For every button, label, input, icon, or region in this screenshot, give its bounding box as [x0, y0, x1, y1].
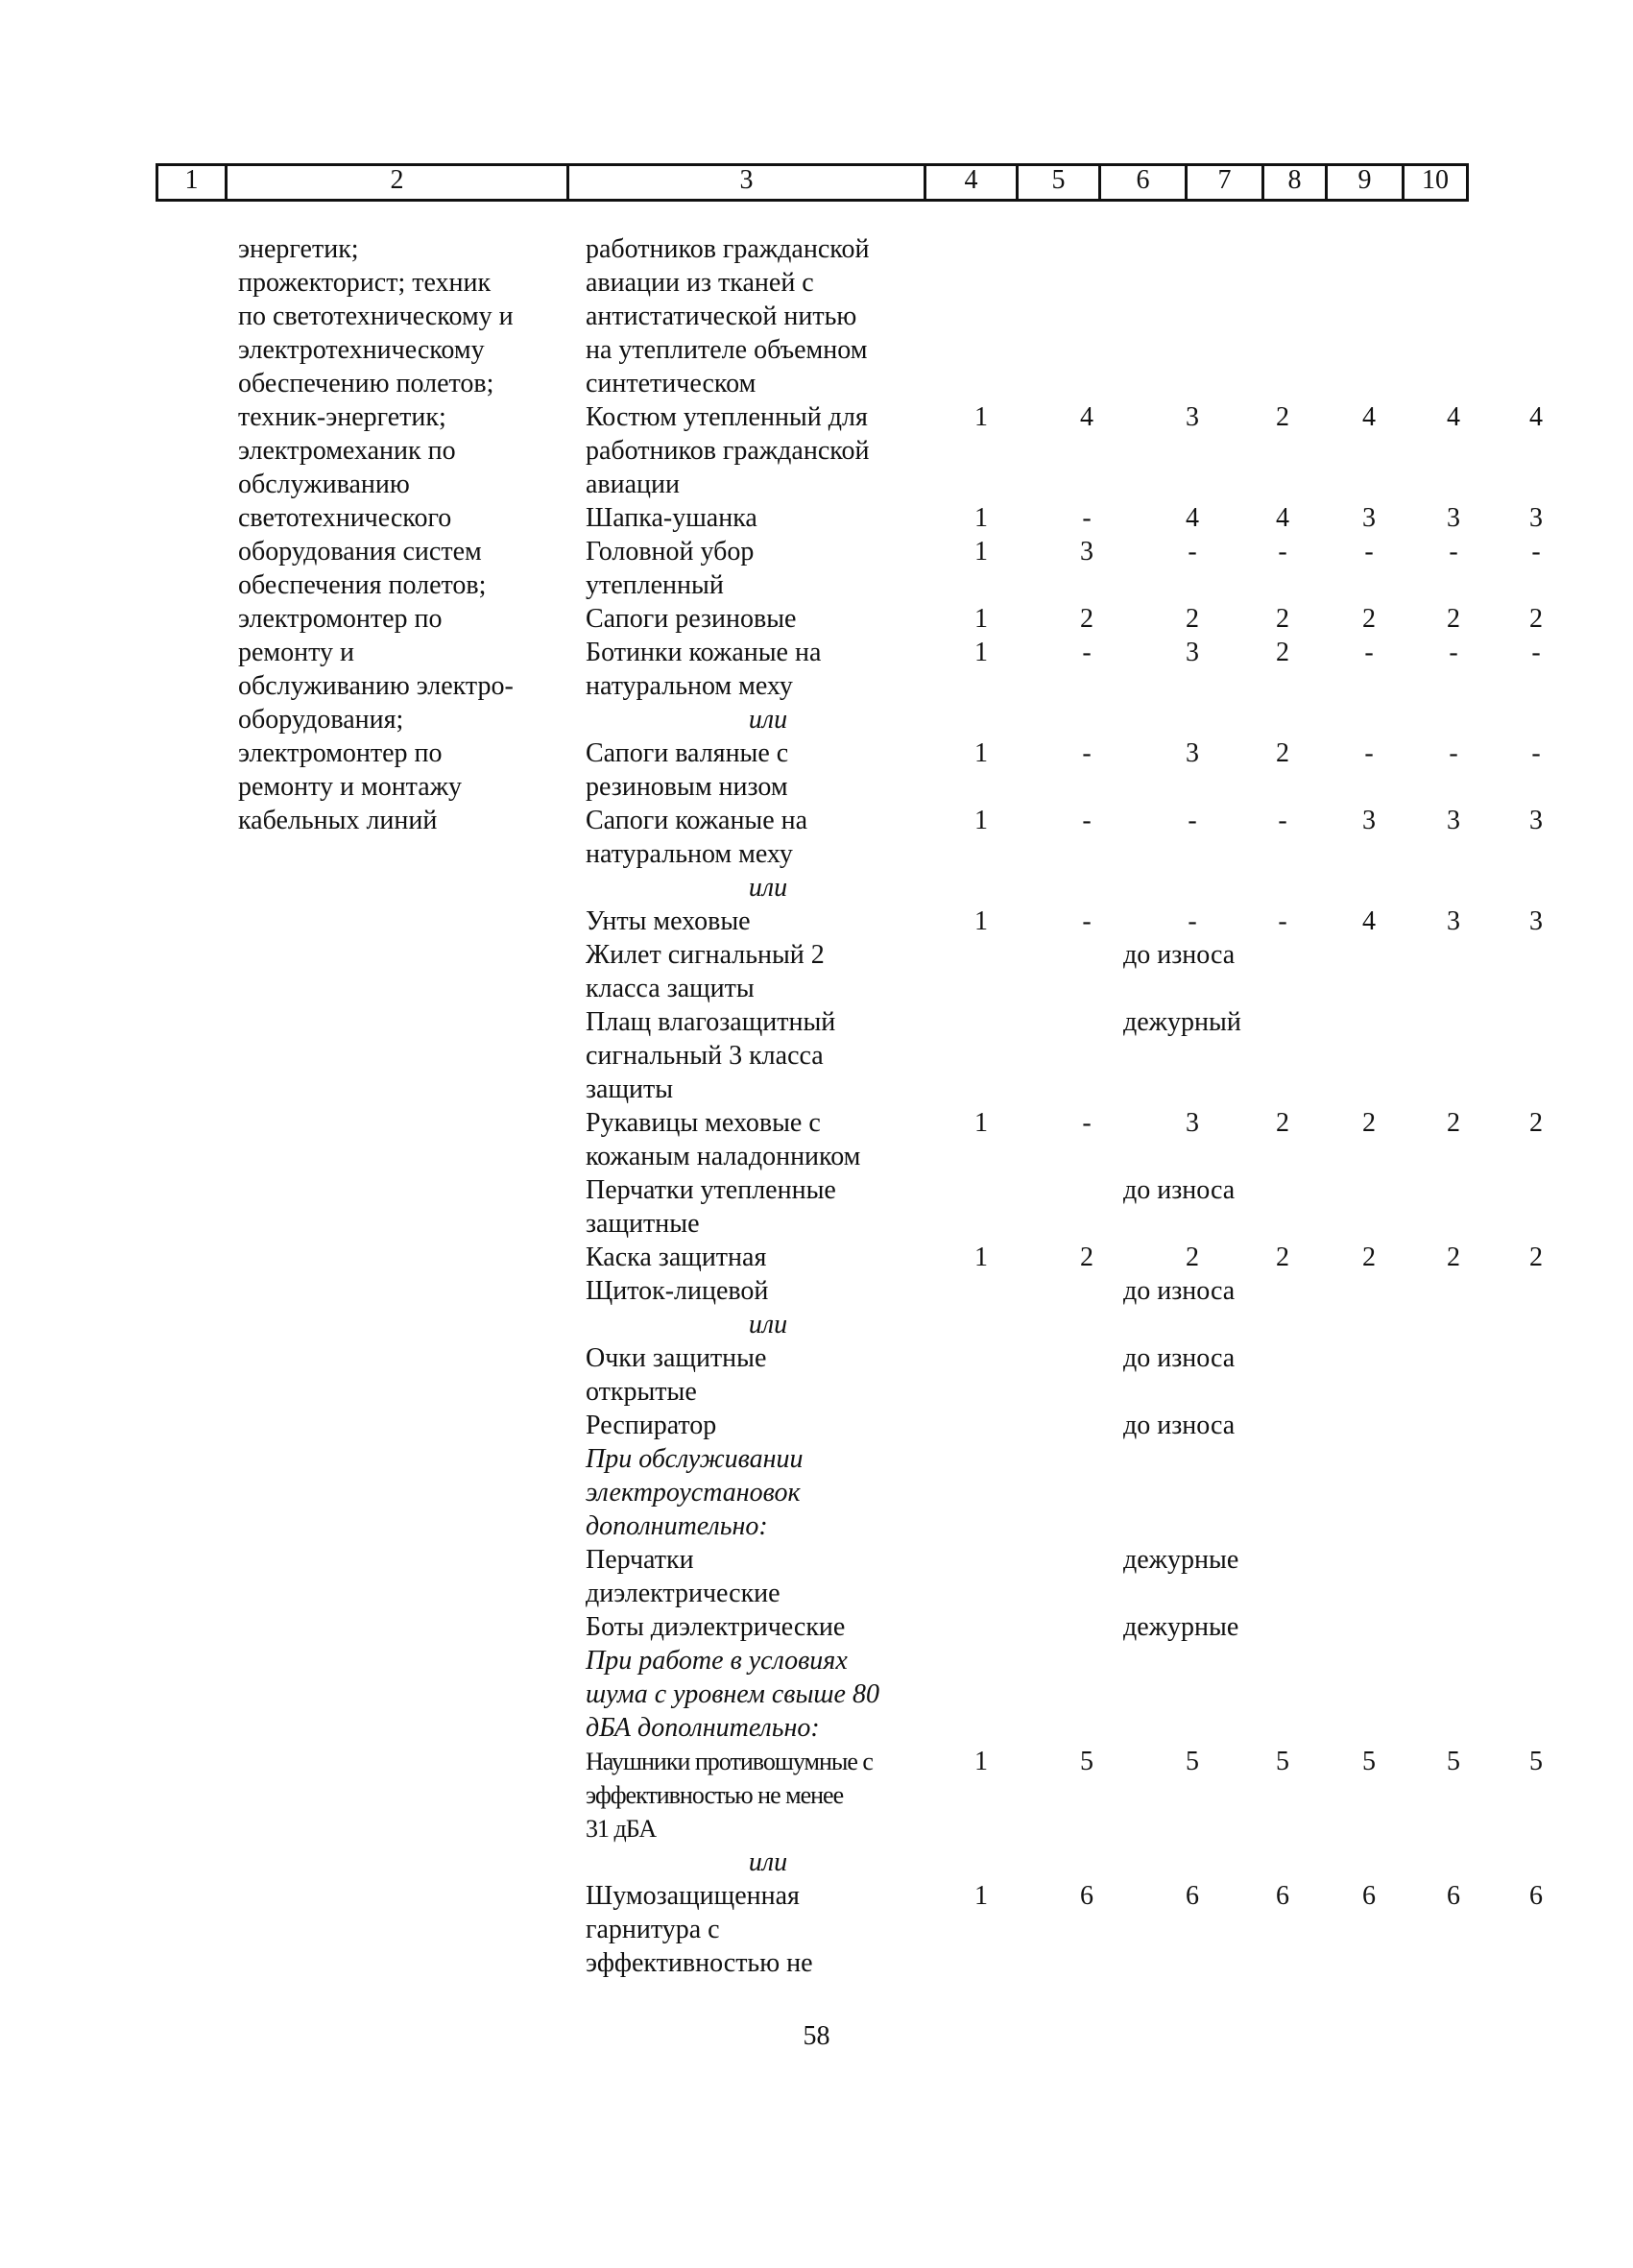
value-col-6: 2	[1186, 604, 1199, 634]
profession-line: техник-энергетик;	[238, 402, 446, 432]
item-name-line: Перчатки утепленные	[586, 1175, 836, 1205]
item-name	[576, 1005, 950, 1106]
item-name	[576, 1610, 950, 1644]
item-name-line: Перчатки	[586, 1545, 694, 1575]
profession-line: кабельных линий	[238, 806, 438, 835]
profession-line: электромонтер по	[238, 604, 443, 634]
value-col-4: 1	[974, 1243, 988, 1272]
profession-line: обслуживанию электро-	[238, 671, 514, 701]
value-col-4: 1	[974, 738, 988, 768]
item-row	[576, 535, 1567, 602]
header-cell-5: 5	[1016, 166, 1098, 199]
column-number-header	[156, 163, 1469, 202]
item-name-line: электроустановок	[586, 1478, 801, 1508]
value-col-6: 3	[1186, 402, 1199, 432]
header-cell-7: 7	[1185, 166, 1261, 199]
profession-line: обеспечению полетов;	[238, 369, 494, 398]
item-name	[576, 1308, 950, 1341]
value-col-4: 1	[974, 806, 988, 835]
page-number: 58	[803, 2021, 830, 2051]
wear-period-note: до износа	[1123, 1411, 1236, 1440]
value-col-6: 4	[1186, 503, 1199, 533]
item-row	[576, 736, 1567, 804]
value-col-10: 2	[1529, 1243, 1543, 1272]
item-name	[576, 1241, 950, 1274]
item-name-line: Рукавицы меховые с	[586, 1108, 821, 1138]
value-col-5: 6	[1080, 1881, 1093, 1911]
item-row	[576, 1644, 1567, 1745]
value-col-8: -	[1364, 638, 1374, 667]
value-col-7: 2	[1276, 1243, 1289, 1272]
item-name-line: на утеплителе объемном	[586, 335, 868, 365]
header-cell-2: 2	[225, 166, 566, 199]
item-name-line: Ботинки кожаные на	[586, 638, 822, 667]
item-name-line: эффективностью не менее	[586, 1781, 844, 1809]
value-col-6: 2	[1186, 1243, 1199, 1272]
item-name-line: Унты меховые	[586, 906, 751, 936]
value-col-5: -	[1082, 806, 1092, 835]
value-col-9: 3	[1447, 906, 1460, 936]
item-row	[576, 400, 1567, 501]
item-name-line: авиации	[586, 470, 681, 499]
item-row	[576, 1106, 1567, 1173]
item-name	[576, 1173, 950, 1241]
value-col-8: 5	[1362, 1747, 1376, 1776]
profession-column	[0, 232, 576, 837]
value-col-7: 4	[1276, 503, 1289, 533]
wear-period-note: дежурный	[1123, 1007, 1241, 1037]
item-name	[576, 1879, 950, 1980]
item-name-line: защиты	[586, 1074, 674, 1104]
item-name-line: гарнитура с	[586, 1915, 720, 1944]
profession-line: по светотехническому и	[238, 302, 514, 331]
item-row	[576, 1442, 1567, 1543]
value-col-7: 2	[1276, 402, 1289, 432]
item-name-line: утепленный	[586, 570, 724, 600]
value-col-6: -	[1188, 906, 1197, 936]
item-name-line: защитные	[586, 1209, 700, 1239]
value-col-9: -	[1449, 738, 1458, 768]
value-col-10: 4	[1529, 402, 1543, 432]
item-name-line: или	[748, 705, 788, 735]
profession-line: оборудования;	[238, 705, 404, 735]
item-name	[576, 1644, 950, 1745]
item-name-line: Щиток-лицевой	[586, 1276, 769, 1306]
value-col-5: 2	[1080, 604, 1093, 634]
value-col-10: 6	[1529, 1881, 1543, 1911]
item-name-line: натуральном меху	[586, 671, 793, 701]
item-name	[576, 1106, 950, 1173]
header-cell-3: 3	[566, 166, 924, 199]
item-name-line: или	[748, 1310, 788, 1339]
wear-period-note: до износа	[1123, 1276, 1236, 1306]
header-cell-1: 1	[156, 166, 225, 199]
item-name-line: Респиратор	[586, 1411, 717, 1440]
item-row	[576, 1005, 1567, 1106]
value-col-4: 1	[974, 638, 988, 667]
item-row	[576, 1341, 1567, 1409]
value-col-9: 4	[1447, 402, 1460, 432]
item-row	[576, 1274, 1567, 1308]
item-name	[576, 871, 950, 905]
item-name-line: сигнальный 3 класса	[586, 1041, 824, 1071]
value-col-8: 2	[1362, 1108, 1376, 1138]
item-name-line: резиновым низом	[586, 772, 788, 802]
value-col-7: 5	[1276, 1747, 1289, 1776]
header-cell-10: 10	[1402, 166, 1469, 199]
value-col-8: 3	[1362, 806, 1376, 835]
profession-line: ремонту и монтажу	[238, 772, 463, 802]
profession-line: прожекторист; техник	[238, 268, 492, 298]
value-col-8: 2	[1362, 1243, 1376, 1272]
value-col-4: 1	[974, 604, 988, 634]
item-name-line: Наушники противошумные с	[586, 1748, 873, 1775]
value-col-6: 3	[1186, 638, 1199, 667]
value-col-6: 3	[1186, 1108, 1199, 1138]
wear-period-note: до износа	[1123, 1343, 1236, 1373]
value-col-7: 2	[1276, 1108, 1289, 1138]
item-row	[576, 1879, 1567, 1980]
item-name-line: или	[748, 873, 788, 903]
value-col-9: 2	[1447, 604, 1460, 634]
item-name	[576, 1409, 950, 1442]
value-col-5: 4	[1080, 402, 1093, 432]
item-row	[576, 1610, 1567, 1644]
item-name-line: кожаным наладонником	[586, 1142, 861, 1171]
value-col-4: 1	[974, 1881, 988, 1911]
value-col-7: -	[1278, 806, 1287, 835]
value-col-4: 1	[974, 402, 988, 432]
item-row	[576, 1173, 1567, 1241]
wear-period-note: до износа	[1123, 1175, 1236, 1205]
value-col-9: 3	[1447, 503, 1460, 533]
item-row	[576, 938, 1567, 1005]
value-col-6: 3	[1186, 738, 1199, 768]
value-col-7: 2	[1276, 738, 1289, 768]
value-col-8: -	[1364, 738, 1374, 768]
item-row	[576, 1308, 1567, 1341]
item-name	[576, 602, 950, 636]
item-name-line: Шумозащищенная	[586, 1881, 800, 1911]
profession-line: обслуживанию	[238, 470, 410, 499]
value-col-10: 2	[1529, 1108, 1543, 1138]
profession-line: обеспечения полетов;	[238, 570, 487, 600]
protective-equipment-table	[0, 232, 1633, 1980]
header-cell-8: 8	[1261, 166, 1325, 199]
value-col-6: -	[1188, 537, 1197, 567]
item-name-line: шума с уровнем свыше 80	[586, 1679, 879, 1709]
item-name	[576, 501, 950, 535]
item-name-line: дБА дополнительно:	[586, 1713, 820, 1743]
value-col-6: 6	[1186, 1881, 1199, 1911]
value-col-5: -	[1082, 638, 1092, 667]
item-name-line: Сапоги кожаные на	[586, 806, 808, 835]
item-name-line: дополнительно:	[586, 1511, 768, 1541]
item-row	[576, 501, 1567, 535]
value-col-7: 2	[1276, 604, 1289, 634]
header-cell-4: 4	[924, 166, 1016, 199]
item-name-line: авиации из тканей с	[586, 268, 814, 298]
profession-line: электромонтер по	[238, 738, 443, 768]
value-col-9: 2	[1447, 1108, 1460, 1138]
item-row	[576, 602, 1567, 636]
wear-period-note: дежурные	[1123, 1545, 1239, 1575]
item-name-line: синтетическом	[586, 369, 756, 398]
item-row	[576, 232, 1567, 400]
value-col-8: 6	[1362, 1881, 1376, 1911]
value-col-5: -	[1082, 1108, 1092, 1138]
item-name-line: антистатической нитью	[586, 302, 857, 331]
value-col-8: 4	[1362, 906, 1376, 936]
item-name	[576, 535, 950, 602]
value-col-4: 1	[974, 503, 988, 533]
item-name	[576, 1543, 950, 1610]
value-col-9: 6	[1447, 1881, 1460, 1911]
profession-line: ремонту и	[238, 638, 354, 667]
item-name-line: Боты диэлектрические	[586, 1612, 846, 1642]
profession-line: светотехнического	[238, 503, 452, 533]
item-name-line: Костюм утепленный для	[586, 402, 868, 432]
header-cell-9: 9	[1325, 166, 1402, 199]
profession-line: оборудования систем	[238, 537, 482, 567]
item-name	[576, 1745, 950, 1846]
value-col-10: -	[1531, 738, 1541, 768]
item-name	[576, 736, 950, 804]
value-col-10: 5	[1529, 1747, 1543, 1776]
item-name-line: класса защиты	[586, 974, 755, 1003]
wear-period-note: до износа	[1123, 940, 1236, 970]
item-name-line: работников гражданской	[586, 234, 870, 264]
value-col-10: 3	[1529, 503, 1543, 533]
item-name	[576, 636, 950, 703]
item-row	[576, 804, 1567, 871]
value-col-9: 5	[1447, 1747, 1460, 1776]
item-name	[576, 905, 950, 938]
item-row	[576, 1543, 1567, 1610]
item-name	[576, 1442, 950, 1543]
item-name	[576, 1341, 950, 1409]
value-col-7: 2	[1276, 638, 1289, 667]
item-name	[576, 703, 950, 736]
item-name-line: При обслуживании	[586, 1444, 804, 1474]
item-row	[576, 905, 1567, 938]
value-col-9: -	[1449, 638, 1458, 667]
header-cell-6: 6	[1098, 166, 1185, 199]
item-name	[576, 938, 950, 1005]
value-col-8: 3	[1362, 503, 1376, 533]
item-row	[576, 871, 1567, 905]
value-col-5: 2	[1080, 1243, 1093, 1272]
value-col-7: 6	[1276, 1881, 1289, 1911]
value-col-10: -	[1531, 638, 1541, 667]
value-col-5: -	[1082, 906, 1092, 936]
item-name-line: или	[748, 1847, 788, 1877]
value-col-9: 3	[1447, 806, 1460, 835]
item-name-line: натуральном меху	[586, 839, 793, 869]
item-row	[576, 703, 1567, 736]
item-row	[576, 1409, 1567, 1442]
value-col-10: 3	[1529, 906, 1543, 936]
item-name-line: Головной убор	[586, 537, 755, 567]
item-name-line: открытые	[586, 1377, 697, 1407]
value-col-10: 2	[1529, 604, 1543, 634]
value-col-8: -	[1364, 537, 1374, 567]
wear-period-note: дежурные	[1123, 1612, 1239, 1642]
item-name-line: Каска защитная	[586, 1243, 767, 1272]
item-row	[576, 1846, 1567, 1879]
item-name	[576, 804, 950, 871]
item-name	[576, 1274, 950, 1308]
item-row	[576, 1745, 1567, 1846]
value-col-9: -	[1449, 537, 1458, 567]
value-col-8: 2	[1362, 604, 1376, 634]
value-col-6: 5	[1186, 1747, 1199, 1776]
value-col-8: 4	[1362, 402, 1376, 432]
value-col-4: 1	[974, 537, 988, 567]
items-column	[576, 232, 1567, 1980]
item-name-line: Очки защитные	[586, 1343, 767, 1373]
value-col-10: 3	[1529, 806, 1543, 835]
item-name-line: диэлектрические	[586, 1579, 780, 1608]
item-name-line: Плащ влагозащитный	[586, 1007, 836, 1037]
value-col-7: -	[1278, 906, 1287, 936]
value-col-4: 1	[974, 906, 988, 936]
item-row	[576, 1241, 1567, 1274]
item-name-line: эффективностью не	[586, 1948, 813, 1978]
item-name-line: Сапоги резиновые	[586, 604, 797, 634]
item-name-line: работников гражданской	[586, 436, 870, 466]
value-col-10: -	[1531, 537, 1541, 567]
value-col-6: -	[1188, 806, 1197, 835]
value-col-5: 3	[1080, 537, 1093, 567]
item-name-line: Шапка-ушанка	[586, 503, 757, 533]
value-col-7: -	[1278, 537, 1287, 567]
value-col-5: -	[1082, 503, 1092, 533]
item-row	[576, 636, 1567, 703]
value-col-4: 1	[974, 1747, 988, 1776]
item-name	[576, 232, 950, 400]
value-col-4: 1	[974, 1108, 988, 1138]
item-name-line: При работе в условиях	[586, 1646, 848, 1676]
value-col-9: 2	[1447, 1243, 1460, 1272]
item-name	[576, 400, 950, 501]
value-col-5: 5	[1080, 1747, 1093, 1776]
item-name	[576, 1846, 950, 1879]
profession-line: электромеханик по	[238, 436, 456, 466]
value-col-5: -	[1082, 738, 1092, 768]
item-name-line: 31 дБА	[586, 1815, 657, 1843]
profession-line: электротехническому	[238, 335, 485, 365]
item-name-line: Сапоги валяные с	[586, 738, 789, 768]
item-name-line: Жилет сигнальный 2	[586, 940, 825, 970]
profession-line: энергетик;	[238, 234, 359, 264]
